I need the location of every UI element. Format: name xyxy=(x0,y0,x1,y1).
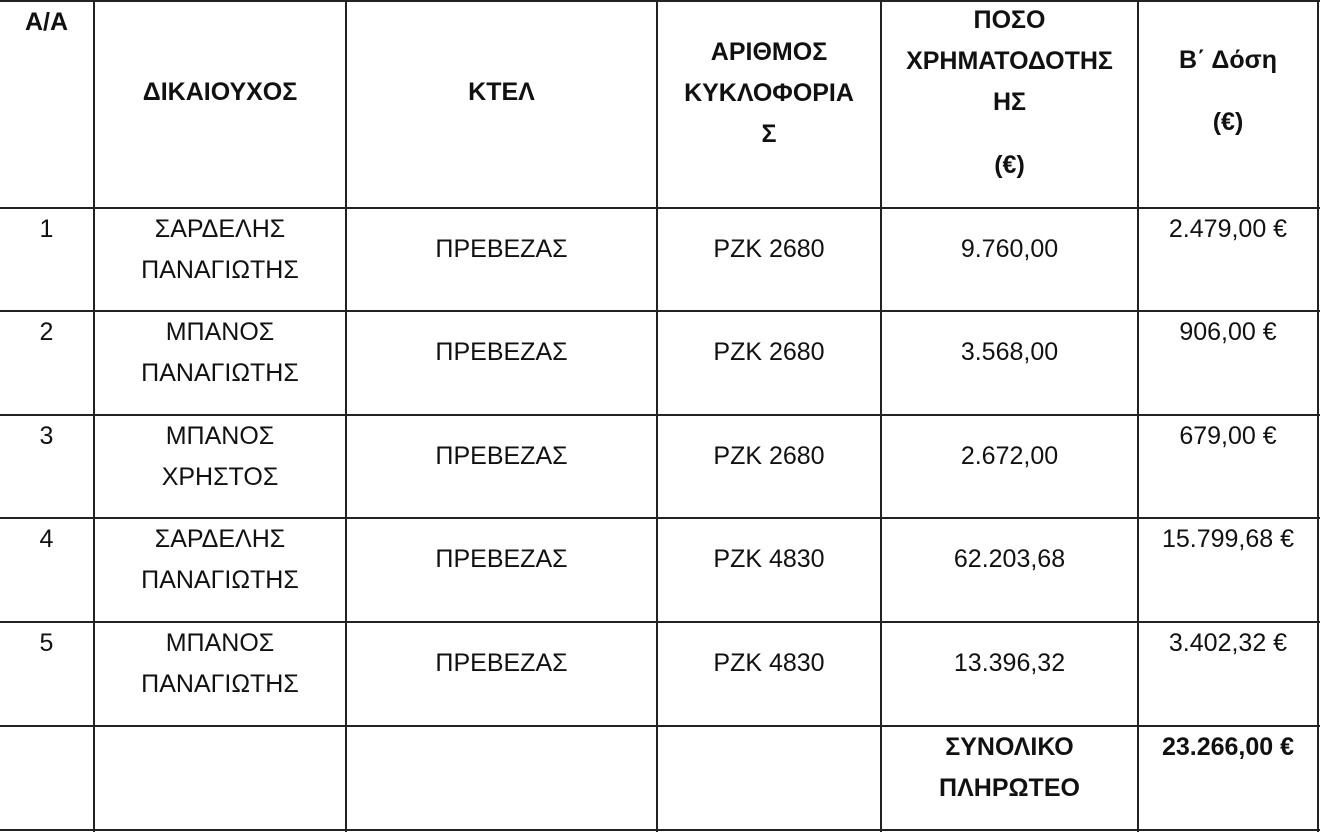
row-dose: 906,00 € xyxy=(1179,318,1277,346)
row-beneficiary xyxy=(95,312,345,394)
row-beneficiary-line: ΜΠΑΝΟΣ xyxy=(165,318,275,346)
row-plate: ΡΖΚ 2680 xyxy=(713,235,825,263)
row-ktel: ΠΡΕΒΕΖΑΣ xyxy=(435,545,568,573)
row-beneficiary-line: ΣΑΡΔΕΛΗΣ xyxy=(154,215,286,243)
grid-line xyxy=(0,829,1320,831)
row-beneficiary-line: ΜΠΑΝΟΣ xyxy=(165,629,275,657)
row-amount: 62.203,68 xyxy=(953,545,1066,573)
row-plate: ΡΖΚ 4830 xyxy=(713,649,825,677)
row-beneficiary-line: ΠΑΝΑΓΙΩΤΗΣ xyxy=(141,566,299,594)
row-amount: 9.760,00 xyxy=(960,235,1059,263)
row-beneficiary xyxy=(95,623,345,705)
header-amount-line: ΧΡΗΜΑΤΟΔΟΤΗΣ xyxy=(906,47,1113,75)
total-label-line: ΠΛΗΡΩΤΕΟ xyxy=(939,774,1080,802)
header-dose-unit: (€) xyxy=(1212,108,1244,136)
row-amount: 3.568,00 xyxy=(960,338,1059,366)
row-ktel: ΠΡΕΒΕΖΑΣ xyxy=(435,338,568,366)
row-beneficiary-line: ΠΑΝΑΓΙΩΤΗΣ xyxy=(141,670,299,698)
row-plate: ΡΖΚ 4830 xyxy=(713,545,825,573)
header-amount-line: ΠΟΣΟ xyxy=(973,6,1046,34)
header-plate xyxy=(658,32,880,155)
row-dose: 15.799,68 € xyxy=(1161,525,1295,553)
header-aa: Α/Α xyxy=(24,8,69,36)
row-aa: 3 xyxy=(39,422,54,450)
header-plate-line: ΑΡΙΘΜΟΣ xyxy=(710,38,828,66)
header-beneficiary: ΔΙΚΑΙΟΥΧΟΣ xyxy=(142,78,298,106)
header-dose xyxy=(1139,40,1317,143)
row-beneficiary xyxy=(95,519,345,601)
header-amount-line: ΗΣ xyxy=(992,88,1027,116)
row-beneficiary-line: ΠΑΝΑΓΙΩΤΗΣ xyxy=(141,359,299,387)
row-dose: 679,00 € xyxy=(1179,422,1277,450)
header-plate-line: Σ xyxy=(761,120,777,148)
row-amount: 2.672,00 xyxy=(960,442,1059,470)
row-plate: ΡΖΚ 2680 xyxy=(713,442,825,470)
row-aa: 1 xyxy=(39,215,54,243)
row-beneficiary xyxy=(95,416,345,498)
grid-line xyxy=(345,0,347,832)
row-beneficiary-line: ΧΡΗΣΤΟΣ xyxy=(161,463,279,491)
row-beneficiary-line: ΣΑΡΔΕΛΗΣ xyxy=(154,525,286,553)
header-plate-line: ΚΥΚΛΟΦΟΡΙΑ xyxy=(684,79,854,107)
row-ktel: ΠΡΕΒΕΖΑΣ xyxy=(435,442,568,470)
row-beneficiary xyxy=(95,209,345,291)
row-dose: 2.479,00 € xyxy=(1168,215,1288,243)
total-label xyxy=(882,727,1137,809)
grid-line xyxy=(1317,0,1319,832)
row-ktel: ΠΡΕΒΕΖΑΣ xyxy=(435,235,568,263)
total-value: 23.266,00 € xyxy=(1161,733,1295,761)
row-beneficiary-line: ΜΠΑΝΟΣ xyxy=(165,422,275,450)
row-aa: 2 xyxy=(39,318,54,346)
row-beneficiary-line: ΠΑΝΑΓΙΩΤΗΣ xyxy=(141,256,299,284)
row-aa: 4 xyxy=(39,525,54,553)
header-dose-label: Β΄ Δόση xyxy=(1178,46,1277,74)
total-label-line: ΣΥΝΟΛΙΚΟ xyxy=(945,733,1074,761)
row-plate: ΡΖΚ 2680 xyxy=(713,338,825,366)
row-ktel: ΠΡΕΒΕΖΑΣ xyxy=(435,649,568,677)
header-amount xyxy=(882,0,1137,186)
header-ktel: ΚΤΕΛ xyxy=(468,78,535,106)
row-aa: 5 xyxy=(39,629,54,657)
row-amount: 13.396,32 xyxy=(953,649,1066,677)
row-dose: 3.402,32 € xyxy=(1168,629,1288,657)
header-amount-unit: (€) xyxy=(994,151,1025,179)
